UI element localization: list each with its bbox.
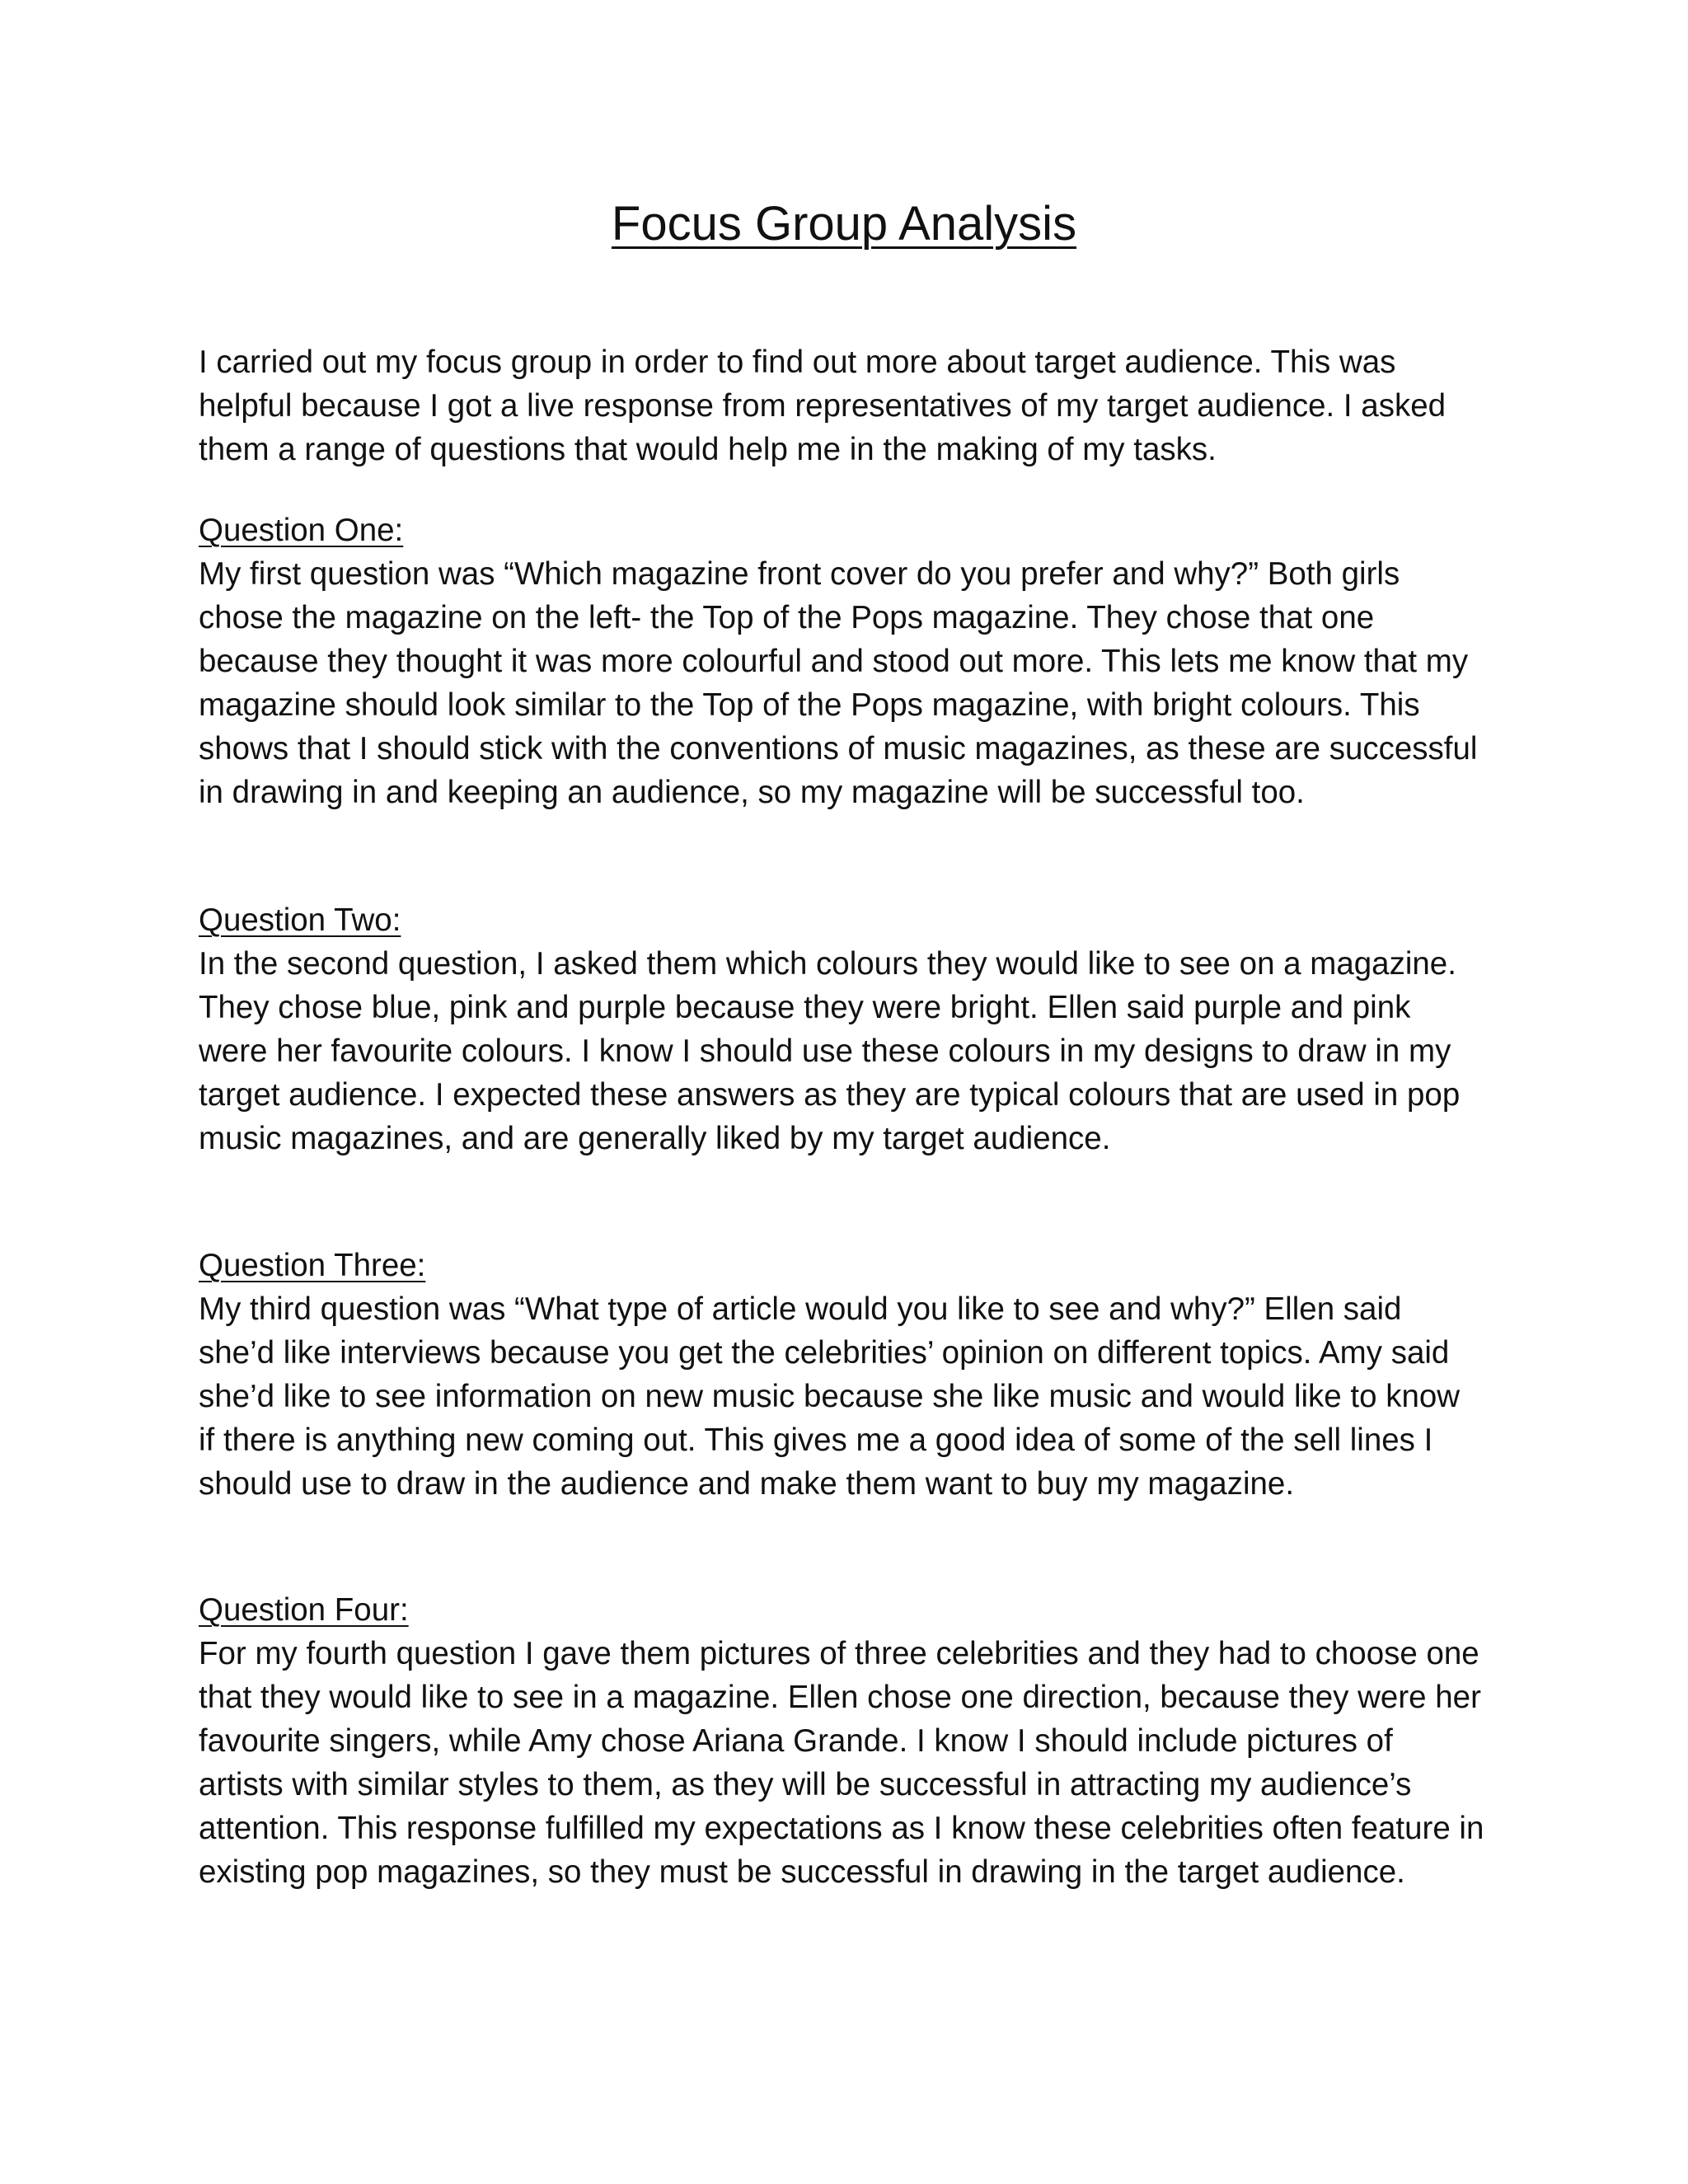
document-title: Focus Group Analysis xyxy=(611,197,1077,251)
section-body: For my fourth question I gave them pictures of three celebrities and they had to choose one that they would like to see in a magazine. Ellen chose one direction, because they were her favourite singers, while Amy chose Ariana Grande. I know I should include pictures of artists with similar styles to them, as they will be successful in attracting my audience’s attention. This response fulfilled my expectations as I know these celebrities often feature in existing pop magazines, so they must be successful in drawing in the target audience. xyxy=(199,1636,1484,1890)
section-body: My first question was “Which magazine front cover do you prefer and why?” Both girls chose the magazine on the left- the Top of the Pops magazine. They chose that one because they thought it was more colourful and stood out more. This lets me know that my magazine should look similar to the Top of the Pops magazine, with bright colours. This shows that I should stick with the conventions of music magazines, as these are successful in drawing in and keeping an audience, so my magazine will be successful too. xyxy=(199,556,1478,810)
section-heading: Question Three: xyxy=(199,1248,426,1283)
section-question-one xyxy=(199,509,1484,814)
section-body: In the second question, I asked them which colours they would like to see on a magazine. They chose blue, pink and purple because they were bright. Ellen said purple and pink were her favourite colours. I know I should use these colours in my designs to draw in my target audience. I expected these answers as they are typical colours that are used in pop music magazines, and are generally liked by my target audience. xyxy=(199,946,1461,1156)
section-question-four xyxy=(199,1588,1484,1894)
section-heading: Question Four: xyxy=(199,1592,409,1628)
intro-text: I carried out my focus group in order to find out more about target audience. This was helpful because I got a live response from representatives of my target audience. I asked them a range of questions that would help me in the making of my tasks. xyxy=(199,344,1447,467)
section-question-two xyxy=(199,898,1484,1160)
section-body: My third question was “What type of article would you like to see and why?” Ellen said she’d like interviews because you get the celebrities’ opinion on different topics. Amy said she’d like to see information on new music because she like music and would like to know if there is anything new coming out. This gives me a good idea of some of the sell lines I should use to draw in the audience and make them want to buy my magazine. xyxy=(199,1291,1461,1502)
section-heading: Question Two: xyxy=(199,902,401,938)
section-question-three xyxy=(199,1244,1484,1506)
section-heading: Question One: xyxy=(199,513,404,548)
intro-paragraph xyxy=(199,340,1484,471)
